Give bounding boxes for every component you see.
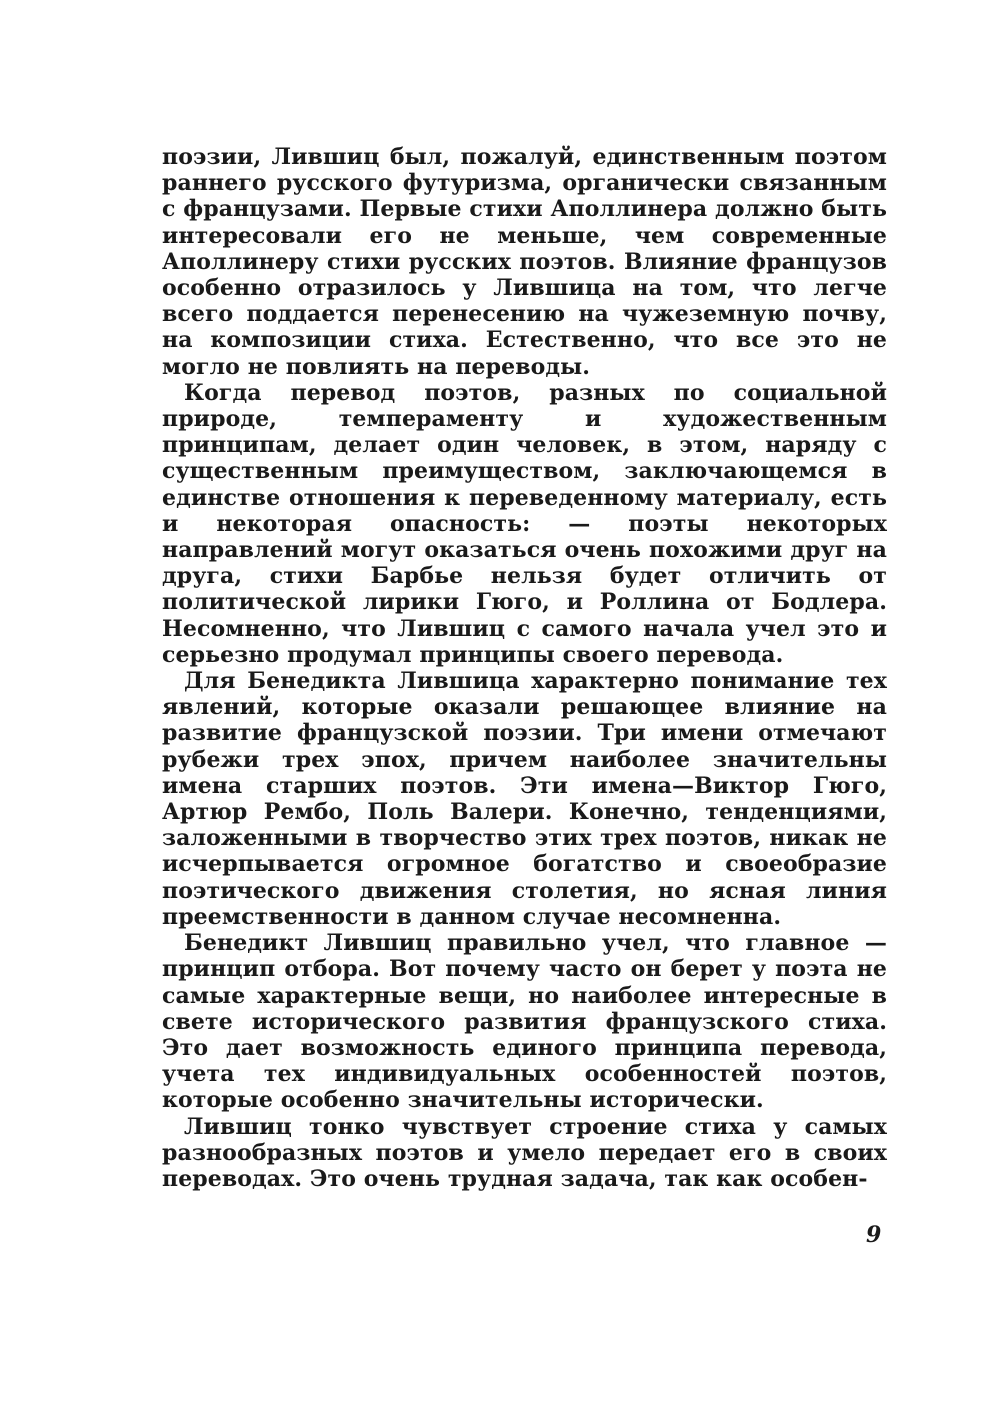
paragraph-4: Бенедикт Лившиц правильно учел, что главное — принцип отбора. Вот почему часто он берет у поэта не самые характерные вещи, но наиболее интересные в свете исторического развития французского стиха. Это дает возможность единого принципа перевода, учета тех индивидуальных особенностей поэтов, которые особенно значительны исторически. — [162, 930, 887, 1114]
paragraph-2: Когда перевод поэтов, разных по социальной природе, темпераменту и художественным принципам, делает один человек, в этом, наряду с существенным преимуществом, заключающемся в единстве отношения к переведенному материалу, есть и некоторая опасность: — поэты некоторых направлений могут оказаться очень похожими друг на друга, стихи Барбье нельзя будет отличить от политической лирики Гюго, и Роллина от Бодлера. Несомненно, что Лившиц с самого начала учел это и серьезно продумал принципы своего перевода. — [162, 379, 887, 668]
paragraph-3: Для Бенедикта Лившица характерно понимание тех явлений, которые оказали решающее влияние на развитие французской поэзии. Три имени отмечают рубежи трех эпох, причем наиболее значительны имена старших поэтов. Эти имена—Виктор Гюго, Артюр Рембо, Поль Валери. Конечно, тенденциями, заложенными в творчество этих трех поэтов, никак не исчерпывается огромное богатство и своеобразие поэтического движения столетия, но ясная линия преемственности в данном случае несомненна. — [162, 668, 887, 930]
page-number: 9 — [866, 1222, 882, 1248]
paragraph-1: поэзии, Лившиц был, пожалуй, единственным поэтом раннего русского футуризма, органически связанным с французами. Первые стихи Аполлинера должно быть интересовали его не меньше, чем современные Аполлинеру стихи русских поэтов. Влияние французов особенно отразилось у Лившица на том, что легче всего поддается перенесению на чужеземную почву, на композиции стиха. Естественно, что все это не могло не повлиять на переводы. — [162, 144, 887, 380]
paragraph-5: Лившиц тонко чувствует строение стиха у самых разнообразных поэтов и умело передает его в своих переводах. Это очень трудная задача, так как особен- — [162, 1113, 887, 1192]
body-text — [162, 144, 887, 1192]
